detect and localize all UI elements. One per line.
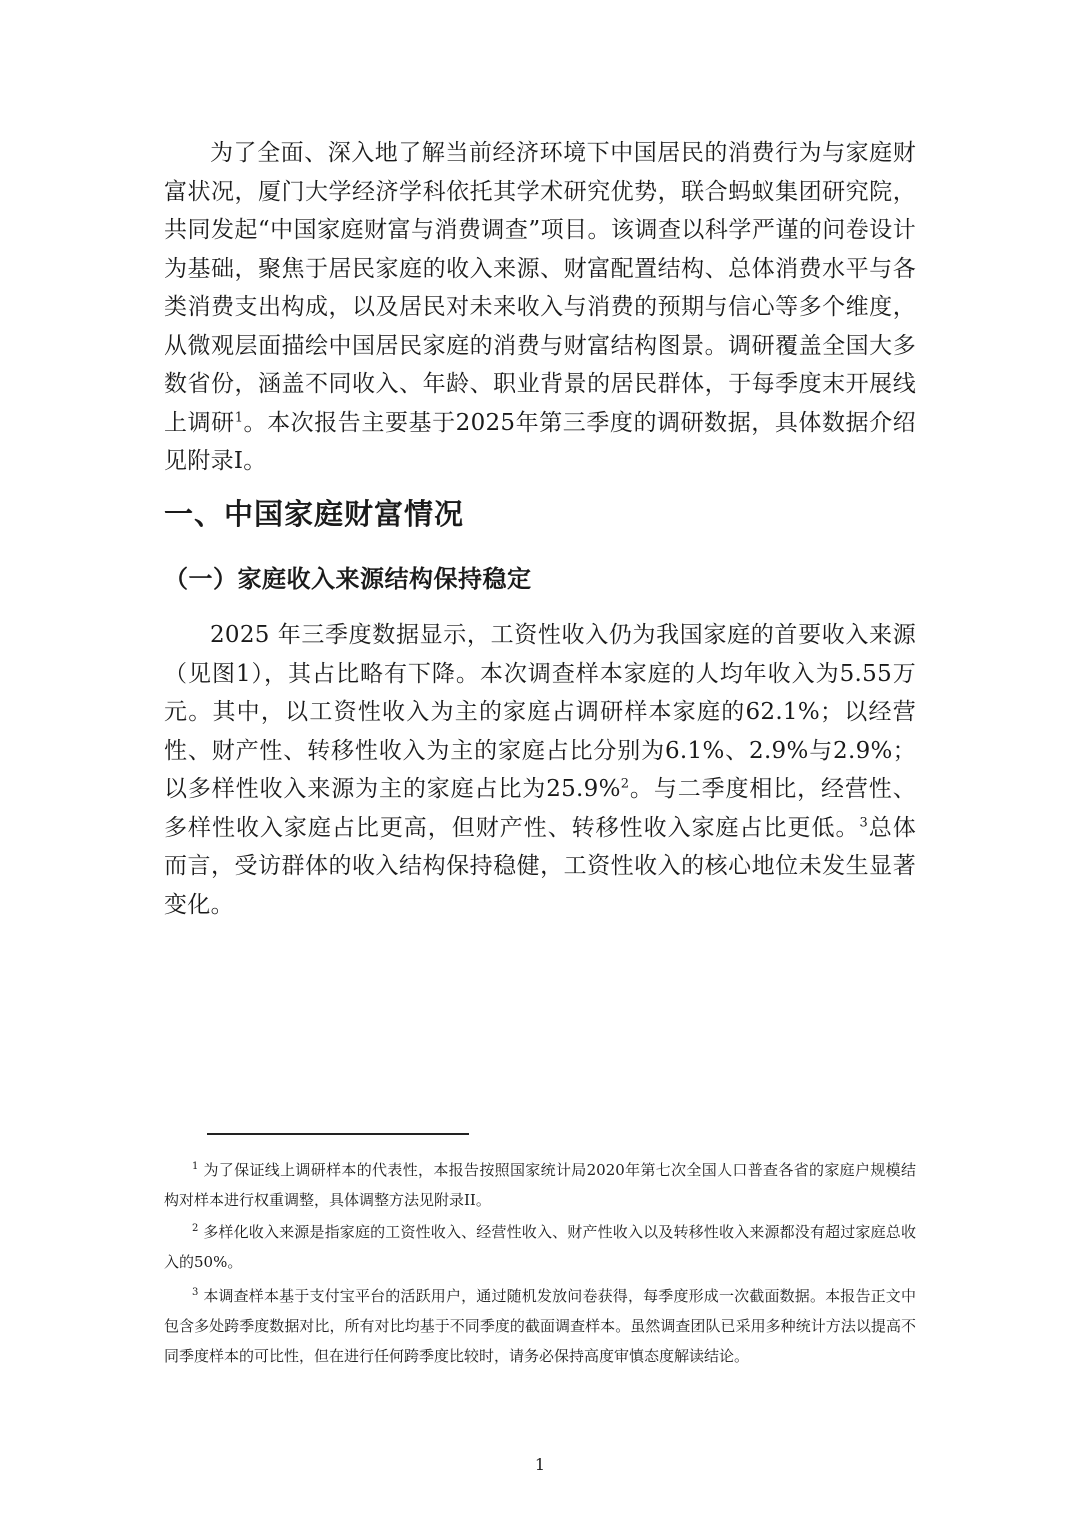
footnote-3 [164, 1281, 916, 1371]
footnote-mark-2: 2 [192, 1223, 199, 1234]
intro-text-after: 。本次报告主要基于2025年第三季度的调研数据，具体数据介绍见附录I。 [164, 409, 916, 474]
page-number: 1 [534, 1455, 546, 1474]
body-text-b: 。与二季度相比，经营性、多样性收入家庭占比更高，但财产性、转移性收入家庭占比更低。 [164, 776, 916, 841]
intro-text: 为了全面、深入地了解当前经济环境下中国居民的消费行为与家庭财富状况，厦门大学经济学科依托其学术研究优势，联合蚂蚁集团研究院，共同发起“中国家庭财富与消费调查”项目。该调查以科学严谨的问卷设计为基础，聚焦于居民家庭的收入来源、财富配置结构、总体消费水平与各类消费支出构成，以及居民对未来收入与消费的预期与信心等多个维度，从微观层面描绘中国居民家庭的消费与财富结构图景。调研覆盖全国大多数省份，涵盖不同收入、年龄、职业背景的居民群体，于每季度末开展线上调研 [164, 140, 916, 436]
body-text-c: 总体而言，受访群体的收入结构保持稳健，工资性收入的核心地位未发生显著变化。 [164, 814, 916, 918]
body-text-a: 2025 年三季度数据显示，工资性收入仍为我国家庭的首要收入来源（见图1），其占比略有下降。本次调查样本家庭的人均年收入为5.55万元。其中，以工资性收入为主的家庭占调研样本家庭的62.1%；以经营性、财产性、转移性收入为主的家庭占比分别为6.1%、2.9%与2.9%；以多样性收入来源为主的家庭占比为25.9% [164, 622, 916, 802]
footnote-text-2: 多样化收入来源是指家庭的工资性收入、经营性收入、财产性收入以及转移性收入来源都没有超过家庭总收入的50%。 [164, 1223, 916, 1271]
footnote-text-3: 本调查样本基于支付宝平台的活跃用户，通过随机发放问卷获得，每季度形成一次截面数据。本报告正文中包含多处跨季度数据对比，所有对比均基于不同季度的截面调查样本。虽然调查团队已采用多种统计方法以提高不同季度样本的可比性，但在进行任何跨季度比较时，请务必保持高度审慎态度解读结论。 [164, 1287, 916, 1365]
intro-paragraph [164, 134, 916, 481]
footnote-mark-3: 3 [192, 1287, 199, 1298]
subsection-heading: （一）家庭收入来源结构保持稳定 [164, 565, 532, 593]
footnote-ref-1[interactable]: 1 [234, 409, 244, 425]
footnote-2 [164, 1217, 916, 1277]
footnote-separator [207, 1133, 469, 1135]
footnote-ref-2[interactable]: 2 [620, 776, 630, 792]
footnote-text-1: 为了保证线上调研样本的代表性，本报告按照国家统计局2020年第七次全国人口普查各省的家庭户规模结构对样本进行权重调整，具体调整方法见附录II。 [164, 1161, 916, 1209]
footnote-1 [164, 1155, 916, 1215]
footnote-ref-3[interactable]: 3 [859, 814, 869, 830]
section-heading: 一、中国家庭财富情况 [164, 497, 465, 531]
body-paragraph [164, 616, 916, 924]
footnote-mark-1: 1 [192, 1161, 199, 1172]
